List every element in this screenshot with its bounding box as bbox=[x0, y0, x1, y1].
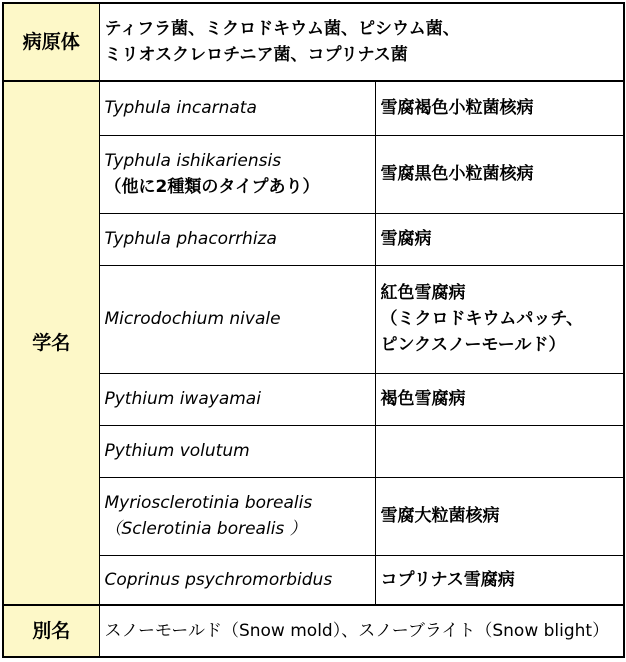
scientific-name: Microdochium nivale bbox=[104, 309, 281, 329]
disease-name-cell bbox=[375, 81, 624, 135]
scientific-name-note: （他に2種類のタイプあり） bbox=[104, 177, 320, 197]
disease-name: 雪腐黒色小粒菌核病 bbox=[380, 164, 534, 184]
disease-name: 雪腐褐色小粒菌核病 bbox=[380, 98, 534, 119]
scientific-row bbox=[3, 81, 624, 135]
scientific-name: Typhula ishikariensis bbox=[104, 151, 282, 171]
disease-name: 雪腐大粒菌核病 bbox=[380, 506, 500, 526]
scientific-name-cell bbox=[99, 81, 375, 135]
disease-name-alt-2: ピンクスノーモールド） bbox=[380, 335, 566, 355]
disease-name-cell bbox=[375, 265, 624, 373]
disease-name-alt-1: （ミクロドキウムパッチ、 bbox=[380, 309, 584, 329]
disease-name-cell bbox=[375, 373, 624, 425]
scientific-name-cell bbox=[99, 135, 375, 213]
scientific-name-cell bbox=[99, 477, 375, 555]
scientific-name-synonym: （Sclerotinia borealis ） bbox=[104, 519, 307, 539]
disease-name: 雪腐病 bbox=[380, 229, 432, 249]
alias-text: スノーモールド（Snow mold）、スノーブライト（Snow blight） bbox=[99, 605, 624, 657]
scientific-name: Myriosclerotinia borealis bbox=[104, 493, 313, 513]
snow-mold-info-table bbox=[2, 2, 625, 658]
disease-name: コプリナス雪腐病 bbox=[380, 569, 515, 590]
alias-row bbox=[3, 605, 624, 657]
disease-name: 紅色雪腐病 bbox=[380, 283, 466, 303]
disease-name-cell bbox=[375, 425, 624, 477]
disease-name: 褐色雪腐病 bbox=[380, 389, 466, 409]
scientific-name: Coprinus psychromorbidus bbox=[104, 569, 333, 590]
scientific-name-cell bbox=[99, 425, 375, 477]
pathogen-names-line-2: ミリオスクレロチニア菌、コプリナス菌 bbox=[104, 45, 408, 65]
scientific-name-cell bbox=[99, 555, 375, 605]
pathogen-header: 病原体 bbox=[3, 3, 99, 81]
disease-name-cell bbox=[375, 477, 624, 555]
scientific-name-cell bbox=[99, 373, 375, 425]
pathogen-row bbox=[3, 3, 624, 81]
alias-header: 別名 bbox=[3, 605, 99, 657]
scientific-name: Pythium volutum bbox=[104, 441, 250, 461]
scientific-name-cell bbox=[99, 265, 375, 373]
disease-name-cell bbox=[375, 135, 624, 213]
scientific-name-cell bbox=[99, 213, 375, 265]
pathogen-names-line-1: ティフラ菌、ミクロドキウム菌、ピシウム菌、 bbox=[104, 19, 460, 39]
scientific-name: Pythium iwayamai bbox=[104, 389, 261, 409]
disease-name-cell bbox=[375, 555, 624, 605]
disease-name-cell bbox=[375, 213, 624, 265]
pathogen-names bbox=[99, 3, 624, 81]
scientific-name: Typhula incarnata bbox=[104, 98, 257, 119]
scientific-header: 学名 bbox=[3, 81, 99, 605]
scientific-name: Typhula phacorrhiza bbox=[104, 229, 277, 249]
